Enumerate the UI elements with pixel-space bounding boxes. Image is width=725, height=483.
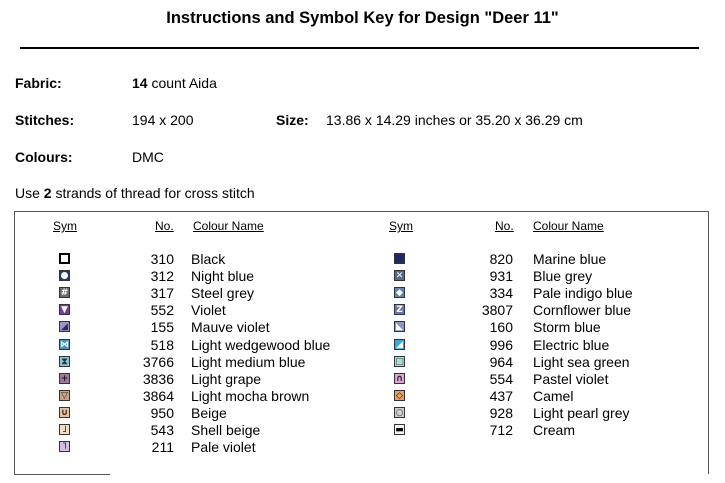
key-row-right bbox=[0, 422, 725, 439]
dmc-number: 820 bbox=[489, 251, 513, 267]
key-row-right bbox=[0, 354, 725, 371]
dmc-number: 554 bbox=[489, 370, 513, 387]
key-row-right bbox=[0, 251, 725, 268]
key-row-right bbox=[0, 388, 725, 405]
bar-icon: ▬ bbox=[395, 425, 404, 435]
colour-name: Light wedgewood blue bbox=[191, 336, 331, 353]
colour-name: Violet bbox=[191, 302, 226, 319]
bowtie-icon: ⋈ bbox=[60, 339, 69, 350]
letter-z-icon: Z bbox=[394, 304, 405, 315]
dmc-number: 3864 bbox=[142, 387, 174, 404]
open-down-triangle-icon: ▽ bbox=[59, 390, 70, 401]
diamond-icon: ◆ bbox=[394, 287, 405, 298]
x-mark-icon: ✕ bbox=[395, 271, 404, 282]
strands-prefix: Use bbox=[15, 185, 44, 201]
dmc-number: 931 bbox=[489, 268, 513, 285]
colour-name: Marine blue bbox=[533, 251, 607, 267]
small-diamond-icon: ◇ bbox=[394, 390, 405, 401]
dmc-number: 3766 bbox=[142, 353, 174, 370]
dmc-number: 155 bbox=[150, 319, 174, 336]
strands-suffix: strands of thread for cross stitch bbox=[51, 185, 255, 201]
colour-name: Light sea green bbox=[533, 353, 630, 370]
colour-name: Cornflower blue bbox=[533, 302, 632, 319]
key-row-right bbox=[0, 285, 725, 302]
colour-name: Mauve violet bbox=[191, 319, 270, 336]
colour-name: Blue grey bbox=[533, 268, 593, 285]
colour-name: Light mocha brown bbox=[191, 387, 310, 404]
title-rule bbox=[20, 47, 699, 49]
slash-triangle-icon: ◢ bbox=[394, 339, 405, 350]
hourglass-icon: ⧗ bbox=[59, 356, 70, 367]
colour-name: Black bbox=[191, 251, 226, 267]
open-square-inner-icon: □ bbox=[395, 356, 404, 367]
colour-name: Cream bbox=[533, 422, 576, 438]
key-row-right bbox=[0, 268, 725, 285]
dmc-number: 552 bbox=[150, 302, 174, 319]
dmc-number: 928 bbox=[489, 404, 513, 421]
colour-name: Beige bbox=[191, 404, 227, 421]
filled-square-icon bbox=[394, 253, 405, 264]
cup-icon: ∪ bbox=[60, 407, 69, 418]
colour-name: Shell beige bbox=[191, 422, 261, 438]
corner-triangle-icon: ◢ bbox=[59, 321, 70, 332]
corner-bracket-icon: ˩ bbox=[59, 424, 70, 435]
dmc-number: 518 bbox=[150, 336, 174, 353]
colour-name: Steel grey bbox=[191, 285, 255, 302]
fabric-count: 14 bbox=[132, 75, 148, 91]
header-no-left: No. bbox=[155, 219, 174, 233]
colours-label: Colours: bbox=[15, 149, 73, 165]
plus-icon: + bbox=[60, 373, 69, 384]
dmc-number: 3807 bbox=[481, 302, 513, 319]
size-value: 13.86 x 14.29 inches or 35.20 x 36.29 cm bbox=[326, 112, 583, 128]
stitches-value: 194 x 200 bbox=[132, 112, 194, 128]
dmc-number: 3836 bbox=[142, 370, 174, 387]
corner-triangle-left-icon: ◣ bbox=[394, 321, 405, 332]
header-sym-left: Sym bbox=[53, 219, 77, 233]
hash-icon: # bbox=[60, 288, 69, 299]
dmc-number: 211 bbox=[151, 439, 174, 456]
key-row-right bbox=[0, 371, 725, 388]
corner-bracket-left-icon: ˥ bbox=[59, 441, 70, 452]
colour-name: Light medium blue bbox=[191, 353, 306, 370]
dmc-number: 312 bbox=[150, 268, 174, 285]
colour-name: Pale violet bbox=[191, 439, 256, 456]
header-name-right: Colour Name bbox=[533, 219, 604, 233]
dmc-number: 950 bbox=[150, 404, 174, 421]
key-row-right bbox=[0, 337, 725, 354]
colours-value: DMC bbox=[132, 149, 164, 165]
page-title: Instructions and Symbol Key for Design "Deer 11" bbox=[166, 9, 559, 27]
header-sym-right: Sym bbox=[389, 219, 413, 233]
colour-name: Pastel violet bbox=[533, 370, 609, 387]
colour-name: Camel bbox=[533, 387, 574, 404]
colour-name: Light pearl grey bbox=[533, 404, 630, 421]
dmc-number: 712 bbox=[489, 422, 513, 438]
dmc-number: 160 bbox=[489, 319, 513, 336]
size-label: Size: bbox=[276, 112, 309, 128]
key-row-right bbox=[0, 302, 725, 319]
dmc-number: 543 bbox=[150, 422, 174, 438]
colour-name: Pale indigo blue bbox=[533, 285, 633, 302]
strands-instruction bbox=[15, 185, 255, 201]
fabric-label: Fabric: bbox=[15, 75, 62, 91]
key-row-left bbox=[0, 439, 725, 456]
fabric-type: count Aida bbox=[147, 75, 217, 91]
colour-name: Electric blue bbox=[533, 336, 610, 353]
colour-name: Night blue bbox=[191, 268, 255, 285]
header-no-right: No. bbox=[495, 219, 514, 233]
dmc-number: 964 bbox=[489, 353, 513, 370]
key-row-right bbox=[0, 319, 725, 336]
stitches-label: Stitches: bbox=[15, 112, 75, 128]
arch-icon: ∩ bbox=[395, 373, 404, 384]
colour-name: Storm blue bbox=[533, 319, 601, 336]
strands-count: 2 bbox=[43, 185, 52, 201]
dmc-number: 310 bbox=[150, 251, 174, 267]
dmc-number: 996 bbox=[489, 336, 513, 353]
dmc-number: 437 bbox=[489, 387, 513, 404]
colour-name: Light grape bbox=[191, 370, 262, 387]
down-triangle-icon: ▼ bbox=[59, 304, 70, 315]
table-bottom-line bbox=[14, 474, 110, 475]
dmc-number: 317 bbox=[150, 285, 174, 302]
header-name-left: Colour Name bbox=[193, 219, 264, 233]
dmc-number: 334 bbox=[489, 285, 513, 302]
fabric-value bbox=[132, 75, 217, 91]
open-circle-icon: ○ bbox=[395, 407, 404, 418]
key-row-right bbox=[0, 405, 725, 422]
